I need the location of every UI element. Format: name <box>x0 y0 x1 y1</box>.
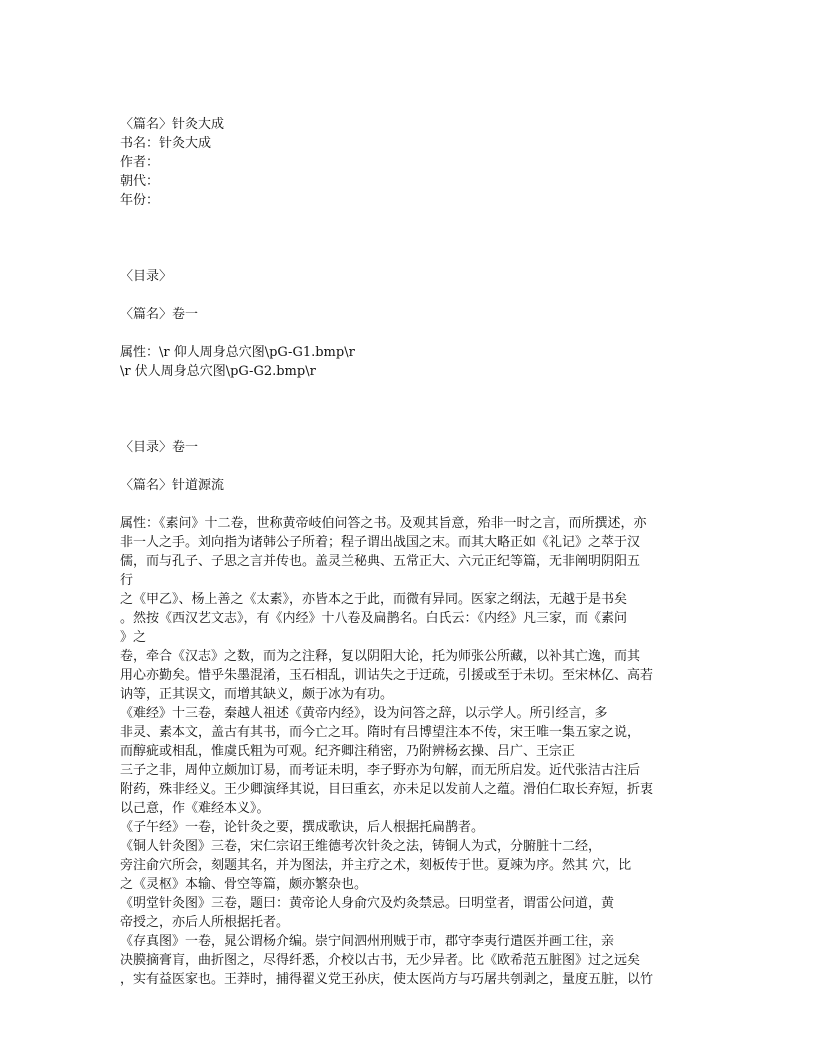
body-line: 行 <box>120 573 134 588</box>
body-line: 《存真图》一卷，晁公谓杨介编。崇宁间泗州刑贼于市，郡守李夷行遣医并画工往，亲 <box>120 934 615 949</box>
spacer <box>120 495 700 514</box>
body-line: 讷等，正其误文，而增其缺义，颇于冰为有功。 <box>120 687 394 702</box>
body-line: 非一人之手。刘向指为诸韩公子所着；程子谓出战国之末。而其大略正如《礼记》之萃于汉 <box>120 535 641 550</box>
body-line: 属性：《素问》十二卷，世称黄帝岐伯问答之书。及观其旨意，殆非一时之言，而所撰述，亦 <box>120 516 647 531</box>
body-line: 《子午经》一卷，论针灸之要，撰成歌诀，后人根据托扁鹊者。 <box>120 820 485 835</box>
body-line: 用心亦勤矣。惜乎朱墨混淆，玉石相乱，训诂失之于迂疏，引援或至于未切。至宋林亿、高若 <box>120 668 654 683</box>
body-line: 儒，而与孔子、子思之言并传也。盖灵兰秘典、五常正大、六元正纪等篇，无非阐明阴阳五 <box>120 554 641 569</box>
body-line: ，实有益医家也。王莽时，捕得翟义党王孙庆，使太医尚方与巧屠共刳剥之，量度五脏，以竹 <box>120 972 654 987</box>
book-name: 书名：针灸大成 <box>120 136 212 151</box>
body-line: 而醇疵或相乱，惟虞氏粗为可观。纪齐卿注稍密，乃附辨杨玄操、吕广、王宗正 <box>120 744 576 759</box>
toc-volume-heading: 〈目录〉卷一 <box>120 440 199 455</box>
chapter-title: 〈篇名〉卷一 <box>120 307 199 322</box>
body-line: 旁注俞穴所会，刻题其名，并为图法，并主疗之术，刻板传于世。夏竦为序。然其 穴，比 <box>120 858 632 873</box>
body-line: 三子之非，周仲立颇加订易，而考证未明，李子野亦为句解，而无所启发。近代张洁古注后 <box>120 763 641 778</box>
body-line: 附药，殊非经义。王少卿演绎其说，目曰重玄，亦未足以发前人之蕴。滑伯仁取长弃短，折衷 <box>120 782 654 797</box>
spacer <box>120 324 700 343</box>
body-line: 之《甲乙》、杨上善之《太素》，亦皆本之于此，而微有异同。医家之纲法，无越于是书矣 <box>120 592 628 607</box>
body-line: 非灵、素本文，盖古有其书，而今亡之耳。隋时有吕博望注本不传，宋王唯一集五家之说， <box>120 725 641 740</box>
spacer <box>120 381 700 438</box>
section-title: 〈篇名〉针灸大成 <box>120 117 225 132</box>
spacer <box>120 210 700 267</box>
body-line: 《明堂针灸图》三卷，题曰：黄帝论人身俞穴及灼灸禁忌。曰明堂者，谓雷公问道，黄 <box>120 896 615 911</box>
section-heading: 〈篇名〉针道源流 <box>120 478 225 493</box>
document-body <box>120 115 700 989</box>
dynasty-field: 朝代： <box>120 174 160 189</box>
body-line: 决膜摘膏肓，曲折图之，尽得纤悉，介校以古书，无少异者。比《欧希范五脏图》过之远矣 <box>120 953 641 968</box>
body-line: 以己意，作《难经本义》。 <box>120 801 270 816</box>
chapter-attr-line: 属性：\r 仰人周身总穴图\pG-G1.bmp\r <box>120 345 355 360</box>
toc-heading: 〈目录〉 <box>120 269 173 284</box>
section-body <box>120 514 700 989</box>
body-line: 帝授之，亦后人所根据托者。 <box>120 915 290 930</box>
chapter-attr-line: \r 伏人周身总穴图\pG-G2.bmp\r <box>120 364 316 379</box>
year-field: 年份： <box>120 193 160 208</box>
body-line: 《难经》十三卷，秦越人祖述《黄帝内经》，设为问答之辞，以示学人。所引经言，多 <box>120 706 608 721</box>
body-line: 卷，牵合《汉志》之数，而为之注释，复以阴阳大论，托为师张公所藏，以补其亡逸，而其 <box>120 649 641 664</box>
spacer <box>120 457 700 476</box>
body-line: 。然按《西汉艺文志》，有《内经》十八卷及扁鹊名。白氏云：《内经》凡三家，而《素问 <box>120 611 628 626</box>
body-line: 》之 <box>120 630 147 645</box>
author-field: 作者： <box>120 155 160 170</box>
body-line: 之《灵枢》本输、骨空等篇，颇亦繁杂也。 <box>120 877 368 892</box>
body-line: 《铜人针灸图》三卷，宋仁宗诏王维德考次针灸之法，铸铜人为式，分腑脏十二经， <box>120 839 602 854</box>
spacer <box>120 286 700 305</box>
